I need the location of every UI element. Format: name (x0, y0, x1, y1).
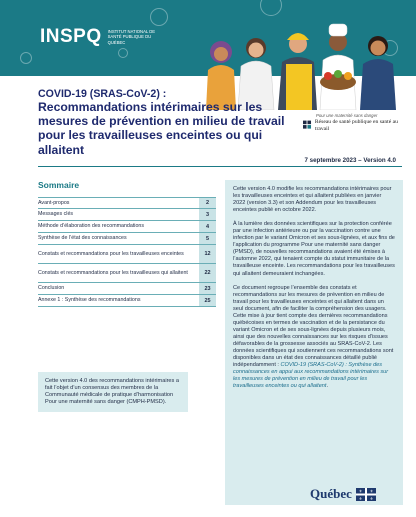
virus-decoration-icon (118, 48, 128, 58)
toc-item[interactable] (38, 295, 216, 307)
svg-text:⚜: ⚜ (358, 488, 363, 494)
knowledge-synthesis-link[interactable]: COVID-19 (SRAS-CoV-2) : Synthèse des connaissances en appui aux recommandations intérimaires sur les mesures de prévention en milieu de travail pour les travailleuses enceintes ou qui allaitent (233, 362, 389, 390)
inspq-logo[interactable] (40, 26, 156, 48)
partner-name: Réseau de santé publique en santé au travail (314, 119, 398, 132)
toc-item-label: Constats et recommandations pour les travailleuses qui allaitent (38, 269, 188, 276)
toc-item-page: 5 (198, 233, 216, 244)
toc-item-page: 4 (198, 221, 216, 232)
partner-tagline: Pour une maternité sans danger (316, 113, 378, 118)
toc-item-label: Méthode d’élaboration des recommandations (38, 223, 145, 230)
svg-text:⚜: ⚜ (369, 495, 374, 501)
consensus-callout: Cette version 4.0 des recommandations intérimaires a fait l’objet d’un consensus des membres de la Communauté médicale de pratique d’harmonisation Pour une maternité sans danger (CMPH-PMSD). (38, 372, 188, 412)
document-title (38, 88, 300, 157)
partner-mark-icon (303, 120, 312, 131)
svg-text:⚜: ⚜ (358, 495, 363, 501)
logo-sub-text: INSTITUT NATIONAL DE SANTÉ PUBLIQUE DU QUÉBEC (107, 29, 156, 45)
date-version: 7 septembre 2023 – Version 4.0 (304, 157, 396, 164)
title-line1: COVID-19 (SRAS-CoV-2) : (38, 88, 167, 100)
toc-item-page: 23 (198, 283, 216, 294)
toc-item-page: 12 (198, 245, 216, 263)
toc-item-label: Messages clés (38, 211, 74, 218)
summary-paragraph: À la lumière des données scientifiques sur la protection conférée par une infection antérieure ou par la vaccination contre une infection par le variant Omicron et ses sous-lignées, et aux fins de l’application du programme Pour une maternité sans danger (PMSD), de nouvelles recommandations avaient été émises à l’automne 2022, qui tenaient compte du statut immunitaire de la travailleuse enceinte. Les recommandations pour les travailleuses qui allaitent demeuraient inchangées. (233, 221, 395, 277)
toc-item-page: 3 (198, 209, 216, 220)
toc-item-label: Synthèse de l’état des connaissances (38, 235, 127, 242)
toc-item[interactable] (38, 221, 216, 233)
quebec-wordmark: Québec (310, 486, 352, 501)
logo-main-text: INSPQ (40, 26, 102, 47)
svg-text:⚜: ⚜ (369, 488, 374, 494)
toc-item[interactable] (38, 264, 216, 283)
summary-paragraph-end: . (326, 383, 328, 390)
summary-paragraph (233, 285, 395, 391)
summary-box (225, 180, 403, 505)
toc-item[interactable] (38, 245, 216, 264)
toc-item[interactable] (38, 233, 216, 245)
toc-item-page: 2 (198, 198, 216, 208)
toc-item-page: 25 (198, 295, 216, 306)
virus-decoration-icon (150, 8, 168, 26)
summary-paragraph-text: Ce document regroupe l’ensemble des constats et recommandations sur les mesures de prévention en milieu de travail pour les travailleuses enceintes et qui allaitent dans un seul document, afin de faciliter la compréhension des usagers. Cette mise à jour tient compte des dernières recommandations québécoises en termes de vaccination et de la persistance du variant Omicron et de ses sous-lignées depuis plusieurs mois, ainsi que des nouvelles connaissances sur les risques d’issues défavorables de la grossesse associés au SRAS-CoV-2. Les données scientifiques qui soutiennent ces recommandations sont disponibles dans un état des connaissances détaillé publié indépendamment : (233, 284, 394, 369)
quebec-logo (310, 486, 376, 502)
toc-item-label: Avant-propos (38, 199, 70, 206)
toc-item[interactable] (38, 209, 216, 221)
toc-item-label: Constats et recommandations pour les travailleuses enceintes (38, 250, 184, 257)
quebec-flag-icon (356, 488, 376, 501)
toc-item-label: Conclusion (38, 285, 65, 292)
title-main: Recommandations intérimaires sur les mesures de prévention en milieu de travail pour les travailleuses enceintes ou qui allaitent (38, 100, 285, 157)
toc-item[interactable] (38, 283, 216, 295)
virus-decoration-icon (20, 52, 32, 64)
divider (38, 166, 402, 167)
partner-logo[interactable] (303, 113, 403, 132)
toc-item-page: 22 (198, 264, 216, 282)
summary-paragraph: Cette version 4.0 modifie les recommandations intérimaires pour les travailleuses enceintes et qui allaitent publiées en janvier 2022 (version 3.3) et son Addendum pour les travailleuses enceintes publié en octobre 2022. (233, 186, 392, 214)
toc-item[interactable] (38, 197, 216, 209)
toc-item-label: Annexe 1 : Synthèse des recommandations (38, 297, 141, 304)
table-of-contents (38, 197, 216, 307)
sommaire-heading: Sommaire (38, 180, 80, 190)
